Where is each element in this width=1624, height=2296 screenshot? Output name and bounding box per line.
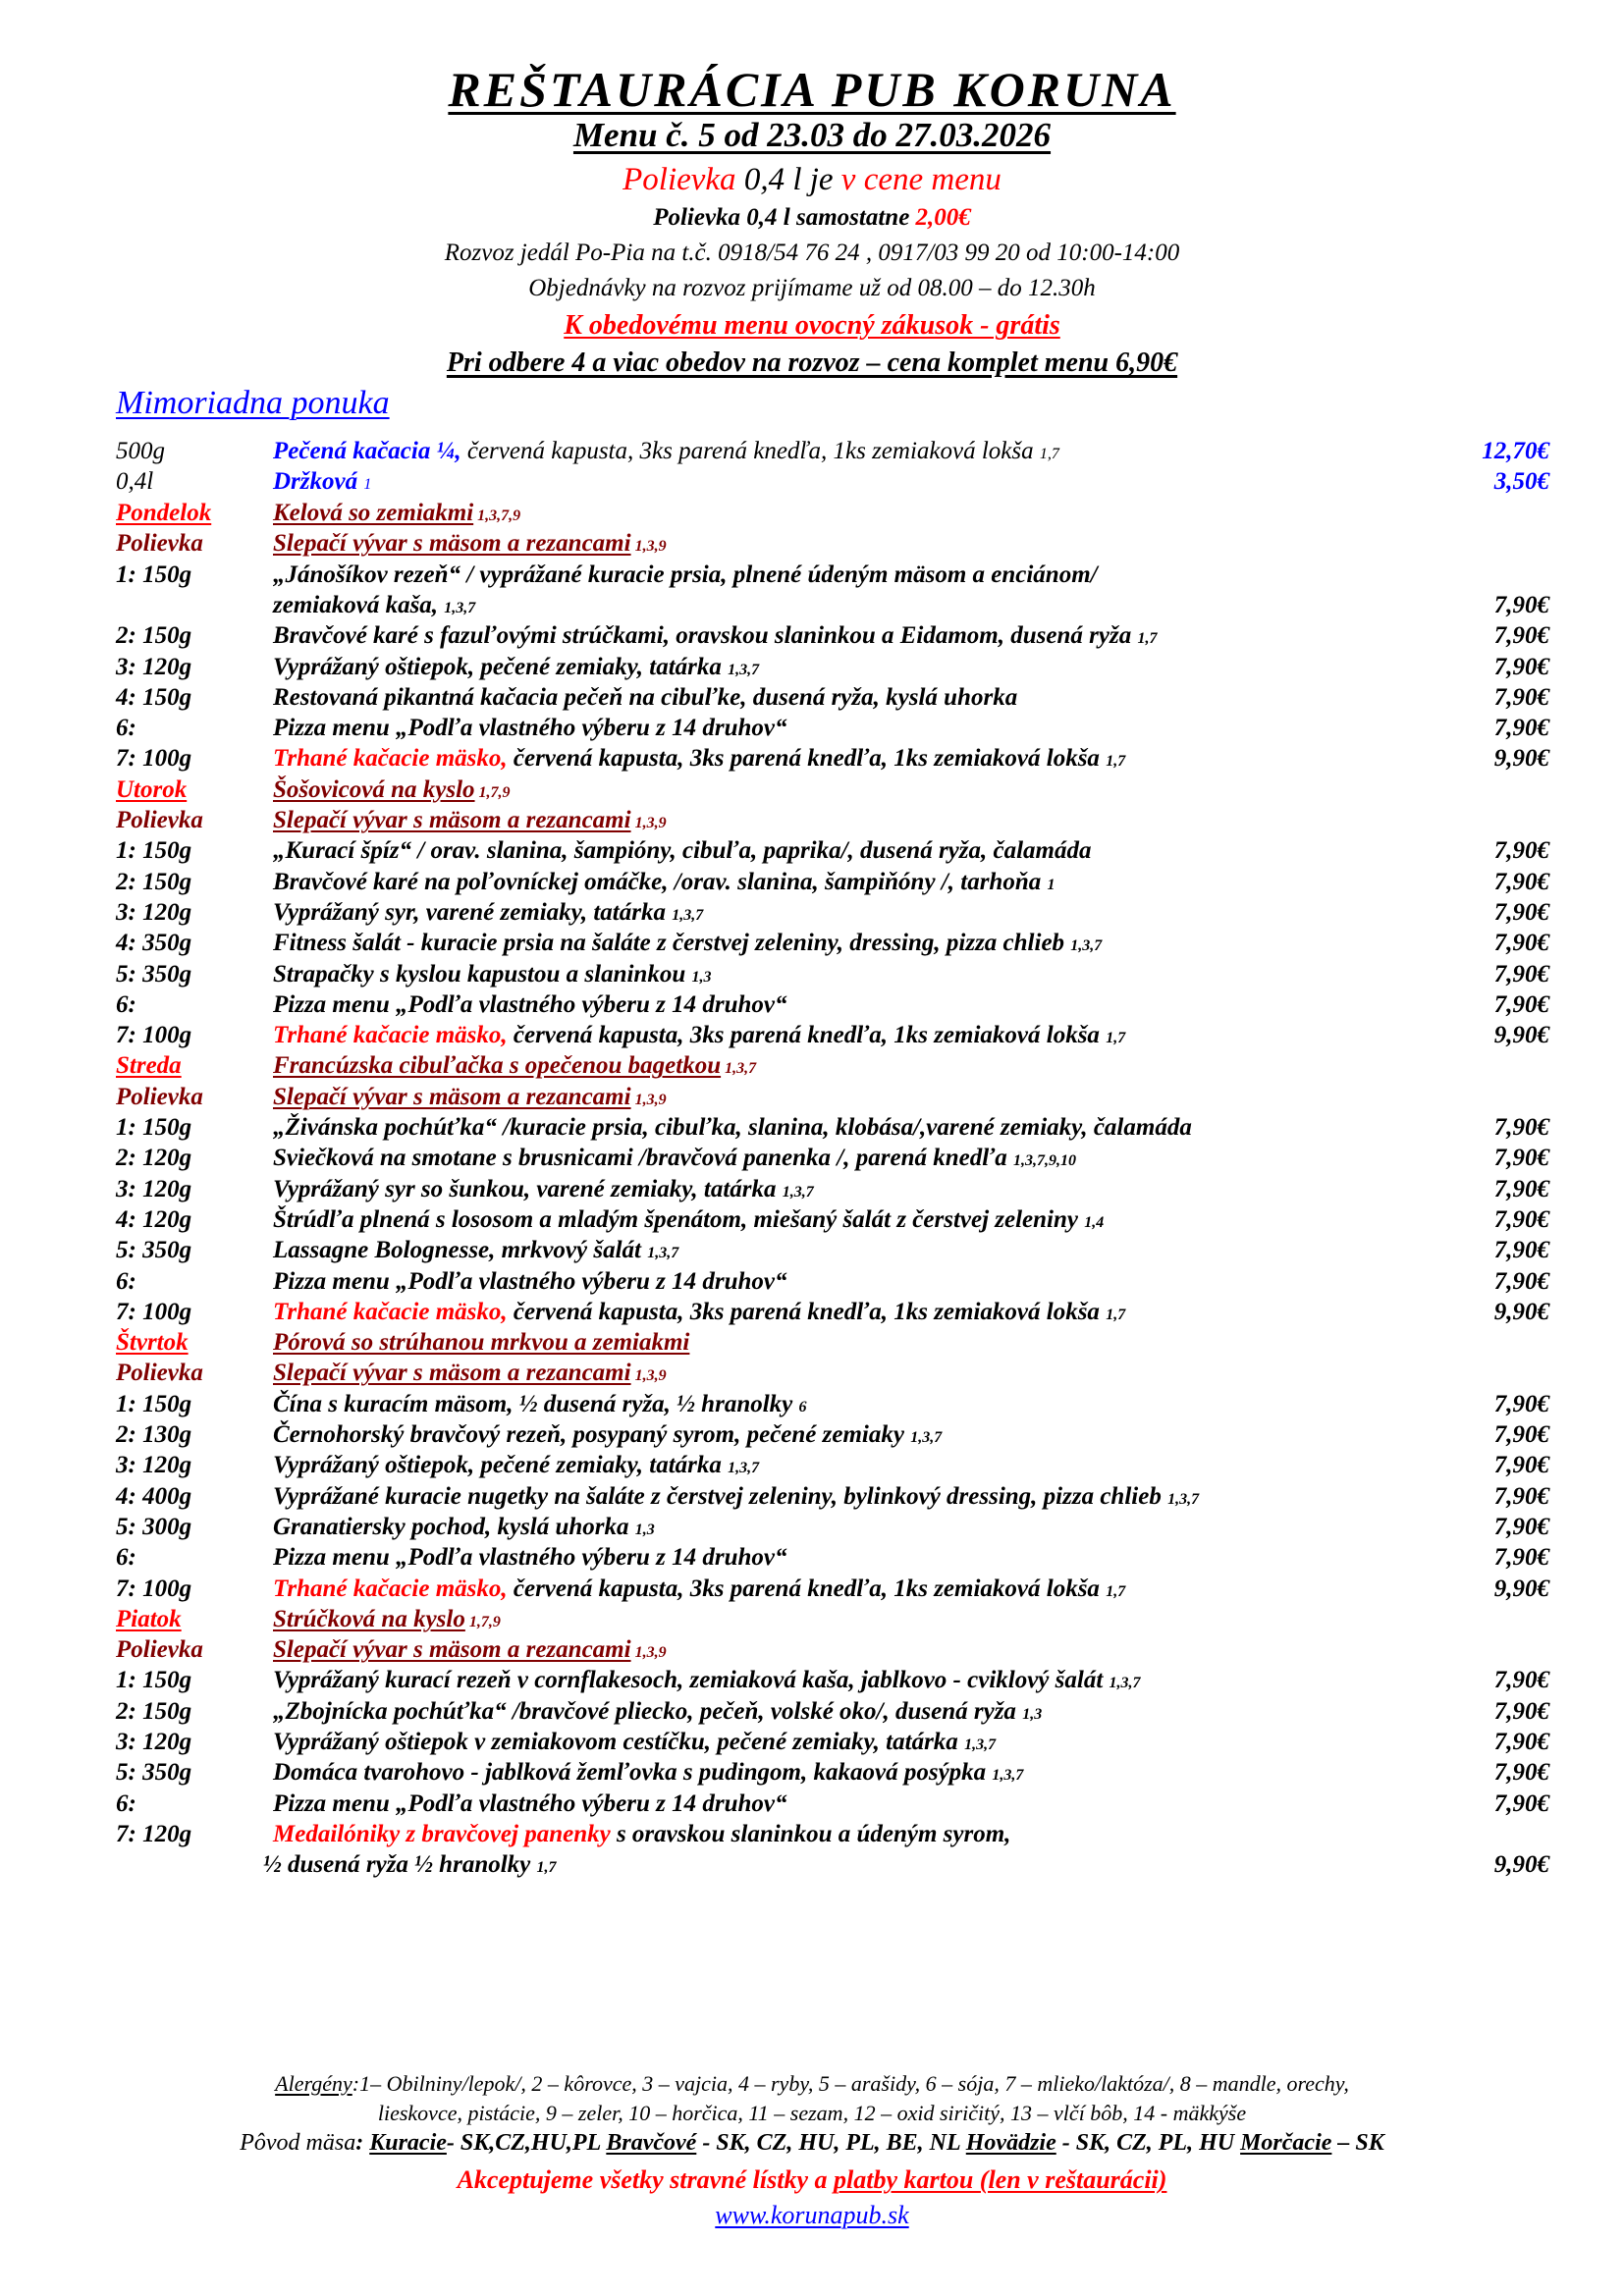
item-price: 7,90€	[1493, 1667, 1549, 1694]
item-price: 7,90€	[1493, 591, 1549, 618]
item-number: 4: 150g	[116, 683, 192, 711]
menu-item	[0, 1452, 1624, 1483]
item-text: „Zbojnícka pochúťka“ /bravčové pliecko, pečeň, volské oko/, dusená ryža	[273, 1697, 1023, 1725]
item-price: 7,90€	[1493, 960, 1549, 988]
soup	[273, 1636, 667, 1664]
item-number: 5: 350g	[116, 1759, 192, 1787]
item-highlight: Medailóniky z bravčovej panenky	[273, 1820, 611, 1847]
item-description	[273, 1452, 759, 1479]
item-description	[273, 1237, 678, 1264]
allergens: 1,3,7	[1070, 937, 1103, 955]
item-text: Vyprážané kuracie nugetky na šaláte z čerstvej zeleniny, bylinkový dressing, pizza chlieb	[273, 1482, 1168, 1510]
item-number: 4: 120g	[116, 1205, 192, 1233]
soup-row	[0, 530, 1624, 561]
item-text: Vyprážaný oštiepok, pečené zemiaky, tatárka	[273, 653, 729, 680]
soup-label: Polievka	[116, 1636, 203, 1664]
item-number: 3: 120g	[116, 1452, 192, 1479]
day-soup-name: Šošovicová na kyslo	[273, 775, 475, 803]
allergens: 1,3,7,9	[473, 507, 521, 524]
item-number: 7: 100g	[116, 1298, 192, 1325]
item-text: „Kurací špíz“ / orav. slanina, šampióny, cibuľa, paprika/, dusená ryža, čalamáda	[273, 837, 1092, 865]
item-description	[273, 1391, 807, 1418]
item-description	[273, 1206, 1104, 1234]
item-text: Štrúdľa plnená s lososom a mladým špenátom, miešaný šalát z čerstvej zeleniny	[273, 1205, 1085, 1233]
item-description	[273, 1176, 814, 1203]
item-number: 2: 150g	[116, 868, 192, 895]
item-text: Bravčové karé s fazuľovými strúčkami, oravskou slaninkou a Eidamom, dusená ryža	[273, 622, 1138, 650]
item-description	[273, 869, 1056, 896]
item-price: 7,90€	[1493, 1729, 1549, 1755]
item-number: 1: 150g	[116, 561, 192, 588]
allergens: 1,7,9	[464, 1613, 501, 1630]
item-highlight: Trhané kačacie mäsko,	[273, 1022, 508, 1049]
meat-countries: - SK,CZ,HU,PL	[446, 2130, 607, 2156]
item-description	[273, 1544, 786, 1572]
soup-row	[0, 1084, 1624, 1115]
menu-item	[0, 1237, 1624, 1268]
item-price: 7,90€	[1493, 715, 1549, 742]
item-number: 6:	[116, 1789, 136, 1817]
item-text: Sviečková na smotane s brusnicami /bravčová panenka /, parená knedľa	[273, 1145, 1014, 1172]
allergens: 6	[798, 1398, 807, 1415]
item-price: 7,90€	[1493, 622, 1549, 650]
item-description	[273, 1514, 655, 1541]
item-text: Fitness šalát - kuracie prsia na šaláte z čerstvej zeleniny, dressing, pizza chlieb	[273, 930, 1071, 957]
day-soup-name: Francúzska cibuľačka s opečenou bagetkou	[273, 1052, 722, 1080]
allergens: 1,3,7	[728, 1460, 760, 1477]
menu-item	[0, 1022, 1624, 1053]
item-price: 7,90€	[1493, 1544, 1549, 1572]
menu-item	[0, 991, 1624, 1023]
item-number: 5: 350g	[116, 1237, 192, 1264]
menu-item	[0, 715, 1624, 746]
item-description	[273, 561, 1098, 589]
day-header-4	[0, 1606, 1624, 1637]
menu-item	[0, 930, 1624, 961]
item-number: 1: 150g	[116, 1667, 192, 1694]
day-header-0	[0, 500, 1624, 531]
item-number: 1: 150g	[116, 1114, 192, 1141]
allergens: 1,3,7	[721, 1060, 757, 1078]
item-highlight: Trhané kačacie mäsko,	[273, 1298, 508, 1325]
allergens: 1,7,9	[474, 783, 511, 801]
item-number: 3: 120g	[116, 653, 192, 680]
day-header-1	[0, 776, 1624, 808]
allergens: 1,3,7	[728, 661, 760, 678]
soup-label: Polievka	[116, 807, 203, 833]
item-text: Pizza menu „Podľa vlastného výberu z 14 druhov“	[273, 1267, 787, 1295]
meat-countries: - SK, CZ, HU, PL, BE, NL	[696, 2130, 966, 2156]
soup	[273, 1084, 667, 1111]
day-label: Utorok	[116, 775, 188, 803]
item-number: 7: 100g	[116, 745, 192, 773]
item-description-2	[263, 1851, 557, 1879]
item-number: 3: 120g	[116, 1175, 192, 1202]
allergens: 1,7	[1106, 1306, 1126, 1323]
meat-origin: Pôvod mäsa: Kuracie- SK,CZ,HU,PL Bravčové - SK, CZ, HU, PL, BE, NL Hovädzie - SK, CZ, PL, HU Morčacie – SK	[240, 2130, 1384, 2156]
menu-item	[0, 961, 1624, 992]
allergens: 1,7	[1137, 630, 1158, 648]
item-number: 2: 150g	[116, 622, 192, 650]
item-text: Granatiersky pochod, kyslá uhorka	[273, 1513, 635, 1540]
item-description	[273, 961, 712, 988]
item-description	[273, 1667, 1141, 1694]
item-price: 7,90€	[1493, 1114, 1549, 1141]
meat-countries: - SK, CZ, PL, HU	[1056, 2130, 1241, 2156]
item-price: 9,90€	[1493, 745, 1549, 773]
day-soup-name: Strúčková na kyslo	[273, 1605, 465, 1632]
item-price: 7,90€	[1493, 1237, 1549, 1264]
item-text: červená kapusta, 3ks parená knedľa, 1ks zemiaková lokša	[507, 1298, 1107, 1325]
item-text: červená kapusta, 3ks parená knedľa, 1ks zemiaková lokša	[507, 745, 1107, 773]
item-number: 2: 120g	[116, 1145, 192, 1172]
soup-name: Slepačí vývar s mäsom a rezancami	[273, 1636, 631, 1664]
day-soup	[273, 1052, 756, 1080]
item-description	[273, 1114, 1192, 1142]
item-description	[273, 1729, 996, 1756]
item-price: 7,90€	[1493, 1267, 1549, 1295]
allergens: 1,7	[1106, 1582, 1126, 1600]
menu-item	[0, 869, 1624, 900]
allergens: 1,3,7	[1109, 1675, 1141, 1692]
item-number: 7: 100g	[116, 1022, 192, 1049]
allergens-line-1: Alergény:1– Obilniny/lepok/, 2 – kôrovce, 3 – vajcia, 4 – ryby, 5 – arašidy, 6 – sója, 7 – mlieko/laktóza/, 8 – mandle, orechy,	[275, 2071, 1349, 2096]
item-price: 7,90€	[1493, 1175, 1549, 1202]
item-number: 6:	[116, 715, 136, 742]
item-text: Vyprážaný syr so šunkou, varené zemiaky, tatárka	[273, 1175, 783, 1202]
menu-item	[0, 1790, 1624, 1822]
allergens: 1,3,7	[444, 599, 476, 616]
item-price: 7,90€	[1493, 1789, 1549, 1817]
item-price: 9,90€	[1493, 1851, 1549, 1879]
menu-item	[0, 654, 1624, 685]
delivery-info: Rozvoz jedál Po-Pia na t.č. 0918/54 76 24 , 0917/03 99 20 od 10:00-14:00	[444, 240, 1180, 266]
day-soup	[273, 1606, 501, 1633]
item-description	[273, 899, 703, 927]
menu-item	[0, 1391, 1624, 1422]
soup	[273, 530, 667, 558]
item-price: 7,90€	[1493, 1452, 1549, 1479]
item-text: Vyprážaný syr, varené zemiaky, tatárka	[273, 898, 673, 926]
soup	[273, 1360, 667, 1387]
menu-item	[0, 1821, 1624, 1852]
special-item: 500g Pečená kačacia ¼, červená kapusta, 3ks parená knedľa, 1ks zemiaková lokša 1,7 12,70€	[116, 438, 1549, 464]
soup-included-note: Polievka 0,4 l je v cene menu	[623, 162, 1001, 197]
item-text: Strapačky s kyslou kapustou a slaninkou	[273, 960, 692, 988]
item-description	[273, 1145, 1076, 1172]
soup-row	[0, 1636, 1624, 1668]
menu-item	[0, 1421, 1624, 1453]
item-text: Vyprážaný oštiepok, pečené zemiaky, tatárka	[273, 1452, 729, 1479]
menu-item-continued	[0, 1851, 1624, 1883]
allergens: 1,7	[1106, 753, 1126, 771]
soup-row	[0, 1360, 1624, 1391]
item-text: Vyprážaný kurací rezeň v cornflakesoch, zemiaková kaša, jablkovo - cviklový šalát	[273, 1667, 1110, 1694]
item-number: 2: 130g	[116, 1421, 192, 1448]
restaurant-title: REŠTAURÁCIA PUB KORUNA	[448, 62, 1176, 117]
item-text: „Jánošíkov rezeň“ / vyprážané kuracie prsia, plnené údeným mäsom a enciánom/	[273, 561, 1098, 588]
soup-name: Slepačí vývar s mäsom a rezancami	[273, 807, 631, 833]
menu-item	[0, 1698, 1624, 1730]
soup-name: Slepačí vývar s mäsom a rezancami	[273, 1360, 631, 1387]
day-label: Piatok	[116, 1605, 182, 1632]
menu-subtitle: Menu č. 5 od 23.03 do 27.03.2026	[572, 116, 1052, 154]
soup-label: Polievka	[116, 1083, 203, 1110]
item-price: 7,90€	[1493, 868, 1549, 895]
allergens: 1,3,9	[630, 1644, 667, 1662]
meat-type: Morčacie	[1240, 2130, 1332, 2156]
menu-item	[0, 1729, 1624, 1760]
menu-item	[0, 1145, 1624, 1176]
menu-item	[0, 1759, 1624, 1790]
item-text: Čína s kuracím mäsom, ½ dusená ryža, ½ hranolky	[273, 1390, 799, 1417]
item-price: 7,90€	[1493, 837, 1549, 865]
item-highlight: Trhané kačacie mäsko,	[273, 1575, 508, 1602]
meat-type: Bravčové	[606, 2130, 697, 2156]
item-number: 6:	[116, 1544, 136, 1572]
item-text: Pizza menu „Podľa vlastného výberu z 14 druhov“	[273, 1789, 787, 1817]
meat-countries: – SK	[1331, 2130, 1384, 2156]
allergens: 1,4	[1084, 1213, 1105, 1231]
allergens: 1,3	[691, 968, 712, 986]
item-number: 7: 120g	[116, 1820, 192, 1847]
allergens: 1,7	[536, 1859, 557, 1877]
item-number: 2: 150g	[116, 1697, 192, 1725]
item-description	[273, 715, 786, 742]
menu-item	[0, 1206, 1624, 1238]
item-description	[273, 1575, 1125, 1603]
soup-row	[0, 807, 1624, 838]
orders-info: Objednávky na rozvoz prijímame už od 08.00 – do 12.30h	[528, 275, 1096, 301]
item-description	[273, 684, 1017, 712]
payment-note: Akceptujeme všetky stravné lístky a platby kartou (len v reštaurácii)	[457, 2165, 1167, 2194]
item-number: 1: 150g	[116, 837, 192, 865]
item-price: 7,90€	[1493, 683, 1549, 711]
item-text: Lassagne Bolognesse, mrkvový šalát	[273, 1237, 648, 1264]
item-text: Bravčové karé na poľovníckej omáčke, /orav. slanina, šampiňóny /, tarhoňa	[273, 868, 1048, 895]
special-offer-heading: Mimoriadna ponuka	[116, 385, 390, 421]
menu-item	[0, 1514, 1624, 1545]
item-price: 7,90€	[1493, 990, 1549, 1018]
item-text: s oravskou slaninkou a údeným syrom,	[610, 1820, 1011, 1847]
day-soup	[273, 1329, 689, 1357]
website-link[interactable]: www.korunapub.sk	[715, 2201, 909, 2229]
menu-item	[0, 561, 1624, 593]
item-text: Pizza menu „Podľa vlastného výberu z 14 druhov“	[273, 990, 787, 1018]
allergens: 1,3,7,9,10	[1013, 1152, 1077, 1170]
allergens: 1,3,9	[630, 1091, 667, 1108]
allergens: 1,3	[634, 1521, 655, 1538]
day-soup-name: Pórová so strúhanou mrkvou a zemiakmi	[273, 1329, 690, 1357]
item-text-2: zemiaková kaša,	[273, 591, 445, 618]
item-price: 9,90€	[1493, 1022, 1549, 1049]
item-description	[273, 654, 759, 681]
item-text: Domáca tvarohovo - jablková žemľovka s pudingom, kakaová posýpka	[273, 1759, 993, 1787]
allergens: 1	[1047, 876, 1056, 893]
soup	[273, 807, 667, 834]
item-description	[273, 1759, 1023, 1787]
allergens: 1,3,9	[630, 538, 667, 556]
day-label: Pondelok	[116, 500, 212, 526]
menu-item	[0, 1575, 1624, 1607]
item-text-2: ½ dusená ryža ½ hranolky	[263, 1851, 537, 1879]
item-description	[273, 1022, 1125, 1049]
item-text: červená kapusta, 3ks parená knedľa, 1ks zemiaková lokša	[507, 1022, 1107, 1049]
day-header-2	[0, 1052, 1624, 1084]
item-price: 7,90€	[1493, 1145, 1549, 1172]
item-description	[273, 1268, 786, 1296]
item-description	[273, 1821, 1010, 1848]
day-header-3	[0, 1329, 1624, 1361]
item-number: 1: 150g	[116, 1390, 192, 1417]
menu-item-continued	[0, 592, 1624, 623]
menu-item	[0, 1114, 1624, 1146]
item-text: „Živánska pochúťka“ /kuracie prsia, cibuľka, slanina, klobása/,varené zemiaky, čalamáda	[273, 1114, 1192, 1141]
item-number: 5: 300g	[116, 1513, 192, 1540]
item-price: 7,90€	[1493, 1390, 1549, 1417]
item-number: 5: 350g	[116, 960, 192, 988]
day-soup-name: Kelová so zemiakmi	[273, 500, 474, 526]
item-text: červená kapusta, 3ks parená knedľa, 1ks zemiaková lokša	[507, 1575, 1107, 1602]
item-description	[273, 622, 1157, 650]
allergens: 1,3,9	[630, 1367, 667, 1385]
item-number: 4: 400g	[116, 1482, 192, 1510]
item-price: 7,90€	[1493, 930, 1549, 957]
day-soup	[273, 776, 511, 804]
item-price: 7,90€	[1493, 898, 1549, 926]
menu-item	[0, 1483, 1624, 1515]
item-price: 9,90€	[1493, 1575, 1549, 1602]
item-price: 7,90€	[1493, 1205, 1549, 1233]
soup-label: Polievka	[116, 1360, 203, 1387]
allergens: 1,3,9	[630, 815, 667, 831]
day-soup	[273, 500, 520, 527]
item-price: 7,90€	[1493, 1482, 1549, 1510]
menu-item	[0, 745, 1624, 776]
menu-item	[0, 684, 1624, 716]
allergens: 1,3,7	[1167, 1490, 1200, 1508]
allergens: 1,7	[1106, 1030, 1126, 1047]
allergens: 1,3,7	[964, 1736, 997, 1753]
menu-item	[0, 1544, 1624, 1575]
item-price: 7,90€	[1493, 1421, 1549, 1448]
item-number: 3: 120g	[116, 898, 192, 926]
special-item: 0,4l Držková 1 3,50€	[116, 468, 1549, 495]
allergens: 1,3,7	[910, 1429, 943, 1446]
item-description	[273, 1299, 1125, 1326]
item-description-2	[273, 592, 475, 619]
item-number: 7: 100g	[116, 1575, 192, 1602]
item-highlight: Trhané kačacie mäsko,	[273, 745, 508, 773]
item-description	[273, 991, 786, 1019]
dessert-note: K obedovému menu ovocný zákusok - grátis	[564, 310, 1060, 341]
menu-item	[0, 1299, 1624, 1330]
meat-type: Kuracie	[369, 2130, 447, 2156]
item-description	[273, 837, 1091, 865]
soup-label: Polievka	[116, 530, 203, 558]
item-description	[273, 1790, 786, 1818]
item-description	[273, 1421, 942, 1449]
day-label: Štvrtok	[116, 1329, 189, 1357]
item-number: 6:	[116, 1267, 136, 1295]
item-text: Pizza menu „Podľa vlastného výberu z 14 druhov“	[273, 1544, 787, 1572]
soup-separate-price: Polievka 0,4 l samostatne 2,00€	[653, 204, 971, 231]
menu-item	[0, 1268, 1624, 1300]
soup-name: Slepačí vývar s mäsom a rezancami	[273, 530, 631, 558]
item-price: 7,90€	[1493, 653, 1549, 680]
menu-item	[0, 622, 1624, 654]
item-text: Pizza menu „Podľa vlastného výberu z 14 druhov“	[273, 715, 787, 742]
menu-item	[0, 837, 1624, 869]
bulk-order-note: Pri odbere 4 a viac obedov na rozvoz – cena komplet menu 6,90€	[446, 347, 1178, 378]
allergens: 1,3,7	[672, 906, 704, 924]
item-description	[273, 745, 1125, 773]
item-number: 6:	[116, 990, 136, 1018]
allergens: 1,3,7	[992, 1767, 1024, 1785]
item-price: 9,90€	[1493, 1298, 1549, 1325]
menu-item	[0, 1176, 1624, 1207]
item-number: 3: 120g	[116, 1729, 192, 1755]
item-description	[273, 1483, 1199, 1511]
item-description	[273, 930, 1102, 957]
item-text: Vyprážaný oštiepok v zemiakovom cestíčku, pečené zemiaky, tatárka	[273, 1729, 965, 1755]
menu-item	[0, 899, 1624, 931]
item-text: Černohorský bravčový rezeň, posypaný syrom, pečené zemiaky	[273, 1421, 911, 1448]
item-price: 7,90€	[1493, 1697, 1549, 1725]
menu-item	[0, 1667, 1624, 1698]
item-text: Restovaná pikantná kačacia pečeň na cibuľke, dusená ryža, kyslá uhorka	[273, 683, 1018, 711]
item-price: 7,90€	[1493, 1759, 1549, 1787]
item-number: 4: 350g	[116, 930, 192, 957]
item-price: 7,90€	[1493, 1513, 1549, 1540]
day-label: Streda	[116, 1052, 182, 1080]
allergens: 1,3,7	[782, 1183, 814, 1201]
allergens: 1,3	[1022, 1705, 1043, 1723]
meat-type: Hovädzie	[965, 2130, 1056, 2156]
item-description	[273, 1698, 1042, 1726]
allergens-line-2: lieskovce, pistácie, 9 – zeler, 10 – horčica, 11 – sezam, 12 – oxid siričitý, 13 – vlčí bôb, 14 - mäkkýše	[377, 2101, 1247, 2125]
soup-name: Slepačí vývar s mäsom a rezancami	[273, 1083, 631, 1110]
allergens: 1,3,7	[647, 1245, 679, 1262]
